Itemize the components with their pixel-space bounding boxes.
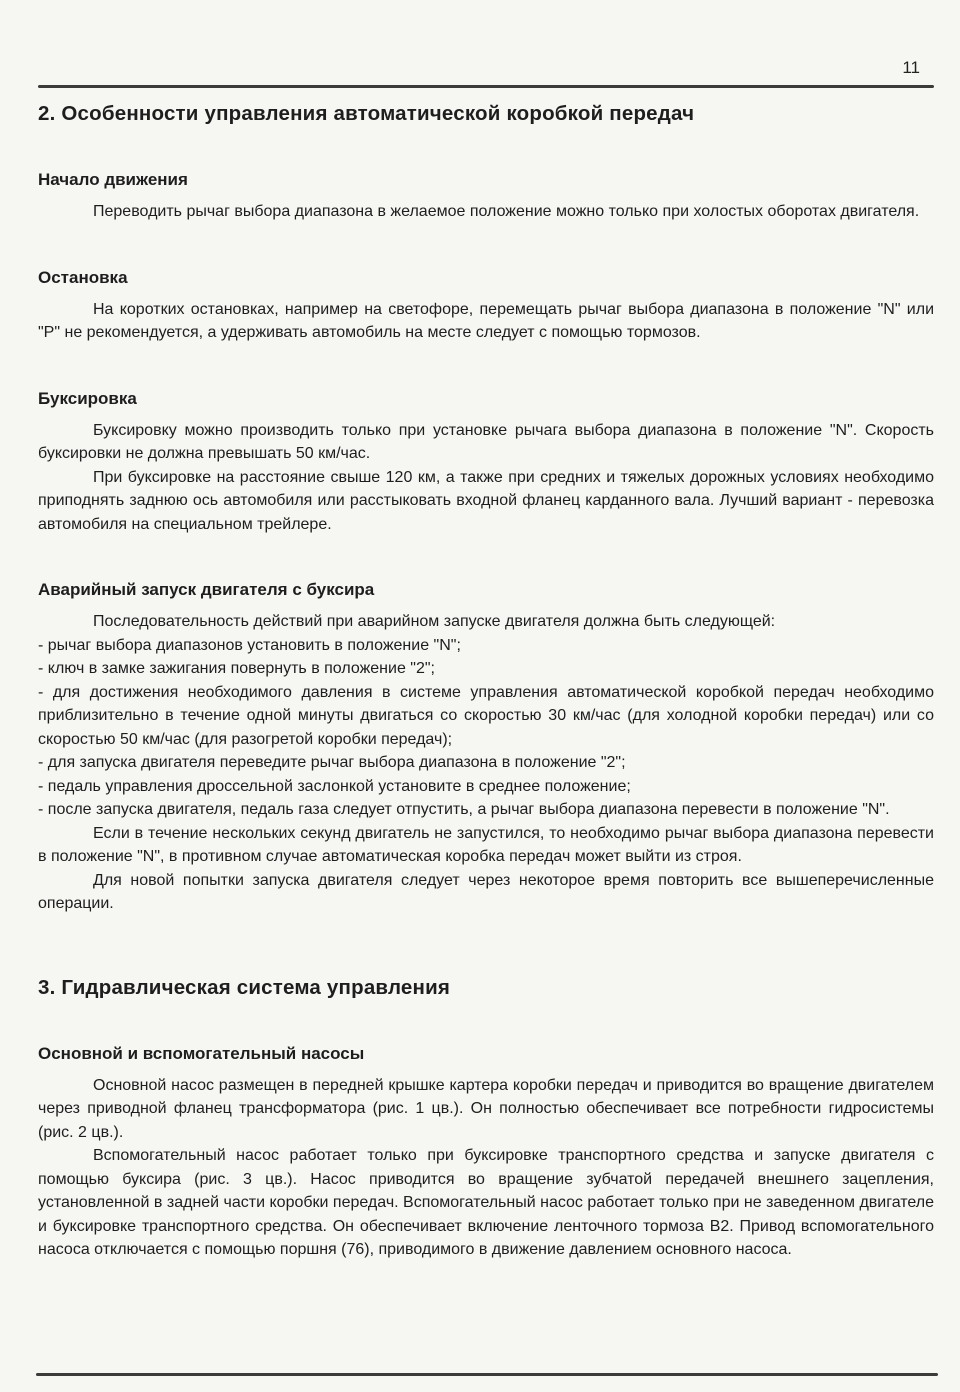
top-rule <box>38 85 934 88</box>
paragraph: Основной насос размещен в передней крышке картера коробки передач и приводится во вращение двигателем через приводной фланец трансформатора (рис. 1 цв.). Он полностью обеспечивает все потребности гидросистемы (рис. 2 цв.). <box>38 1076 934 1141</box>
section-title-ostanovka: Остановка <box>38 267 128 287</box>
page-number: 11 <box>902 58 920 77</box>
list-item: - для достижения необходимого давления в системе управления автоматической коробкой передач необходимо приблизительно в течение одной минуты двигаться со скоростью 30 км/час (для холодной коробки передач) или со скоростью 50 км/час (для разогретой коробки передач); <box>38 683 934 748</box>
paragraph: При буксировке на расстояние свыше 120 км, а также при средних и тяжелых дорожных условиях необходимо приподнять заднюю ось автомобиля или расстыковать входной фланец карданного вала. Лучший вариант - перевозка автомобиля на специальном трейлере. <box>38 468 934 533</box>
section-title-nachalo-dvizheniya: Начало движения <box>38 170 188 189</box>
chapter-2-title: 2. Особенности управления автоматической коробкой передач <box>38 102 695 125</box>
paragraph: Вспомогательный насос работает только при буксировке транспортного средства и запуске двигателя с помощью буксира (рис. 3 цв.). Насос приводится во вращение зубчатой передачей внешнего зацепления, установленной в задней части коробки передач. Вспомогательный насос работает только при не заведенном двигателе и буксировке транспортного средства. Он обеспечивает включение ленточного тормоза В2. Привод вспомогательного насоса отключается с помощью поршня (76), приводимого в движение давлением основного насоса. <box>38 1147 934 1258</box>
paragraph: Переводить рычаг выбора диапазона в желаемое положение можно только при холостых оборотах двигателя. <box>93 203 920 220</box>
paragraph: Для новой попытки запуска двигателя следует через некоторое время повторить все вышеперечисленные операции. <box>38 871 934 912</box>
list-item: - педаль управления дроссельной заслонкой установите в среднее положение; <box>38 777 631 795</box>
paragraph: Последовательность действий при аварийном запуске двигателя должна быть следующей: <box>93 613 776 630</box>
section-title-buksirovka: Буксировка <box>38 388 137 408</box>
paragraph: На коротких остановках, например на светофоре, перемещать рычаг выбора диапазона в положение "N" или "P" не рекомендуется, а удерживать автомобиль на месте следует с помощью тормозов. <box>38 300 934 341</box>
chapter-3-title: 3. Гидравлическая система управления <box>38 975 451 999</box>
list-item: - после запуска двигателя, педаль газа следует отпустить, а рычаг выбора диапазона перевести в положение "N". <box>38 801 890 818</box>
list-item: - ключ в замке зажигания повернуть в положение "2"; <box>38 660 435 677</box>
list-item: - рычаг выбора диапазонов установить в положение "N"; <box>38 636 461 654</box>
paragraph: Буксировку можно производить только при установке рычага выбора диапазона в положение "N". Скорость буксировки не должна превышать 50 км/час. <box>38 421 934 462</box>
list-item: - для запуска двигателя переведите рычаг выбора диапазона в положение "2"; <box>38 754 626 771</box>
bottom-rule <box>36 1373 938 1376</box>
section-title-nasosy: Основной и вспомогательный насосы <box>38 1043 365 1063</box>
paragraph: Если в течение нескольких секунд двигатель не запустился, то необходимо рычаг выбора диапазона перевести в положение "N", в противном случае автоматическая коробка передач может выйти из строя. <box>38 824 934 865</box>
section-title-avariyny-zapusk: Аварийный запуск двигателя с буксира <box>38 580 375 599</box>
